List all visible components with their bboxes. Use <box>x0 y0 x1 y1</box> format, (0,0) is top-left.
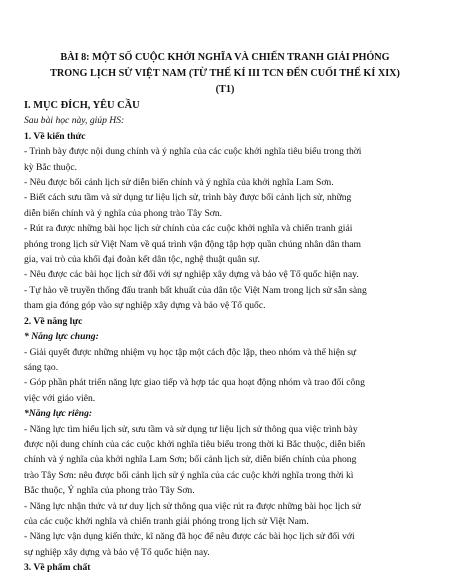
text-line: sáng tạo. <box>24 361 59 373</box>
text-line: trào Tây Sơn: nêu được bối cảnh lịch sử ý nghĩa của các cuộc khởi nghĩa trong thời kì <box>24 469 354 481</box>
text-line: của các cuộc khởi nghĩa và chiến tranh giải phóng trong lịch sử Việt Nam. <box>24 515 309 527</box>
text-line: - Rút ra được những bài học lịch sử chính của các cuộc khởi nghĩa và chiến tranh giải <box>24 223 353 235</box>
text-line: - Giải quyết được những nhiệm vụ học tập một cách độc lập, theo nhóm và thể hiện sự <box>24 346 357 358</box>
subsection-heading: 1. Về kiến thức <box>24 130 86 142</box>
text-line: phóng trong lịch sử Việt Nam về quá trình vận động tập hợp quần chúng nhân dân tham <box>24 238 361 250</box>
section-heading: I. MỤC ĐÍCH, YÊU CẦU <box>24 100 140 111</box>
title-line: (T1) <box>215 84 235 95</box>
text-line: tham gia đóng góp vào sự nghiệp xây dựng và bảo vệ Tổ quốc. <box>24 300 266 312</box>
lesson-title <box>40 50 410 98</box>
text-line: Bắc thuộc, Ý nghĩa của phong trào Tây Sơn. <box>24 485 195 497</box>
knowledge-paragraphs <box>24 144 436 313</box>
text-line: kỳ Bắc thuộc. <box>24 161 78 173</box>
text-line: - Tự hào về truyền thống đấu tranh bất khuất của dân tộc Việt Nam trong lịch sử sẵn sàng <box>24 284 367 296</box>
text-line: chính và ý nghĩa của khởi nghĩa Lam Sơn; bối cảnh lịch sử, diễn biến chính của phong <box>24 454 357 466</box>
text-line: - Năng lực tìm hiểu lịch sử, sưu tầm và sử dụng tư liệu lịch sử thông qua việc trình bày <box>24 423 358 435</box>
document-body <box>24 98 436 576</box>
title-line: BÀI 8: MỘT SỐ CUỘC KHỞI NGHĨA VÀ CHIẾN TRANH GIẢI PHÓNG <box>60 52 390 63</box>
text-line: - Góp phần phát triển năng lực giao tiếp và hợp tác qua hoạt động nhóm và trao đổi công <box>24 377 365 389</box>
text-line: - Năng lực nhận thức và tư duy lịch sử thông qua việc rút ra được những bài học lịch sử <box>24 500 361 512</box>
text-line: - Nêu được bối cảnh lịch sử diễn biến chính và ý nghĩa của khởi nghĩa Lam Sơn. <box>24 177 334 189</box>
text-line: - Nêu được các bài học lịch sử đối với sự nghiệp xây dựng và bảo vệ Tổ quốc hiện nay. <box>24 269 359 281</box>
text-line: việc với giáo viên. <box>24 392 96 404</box>
specific-competence-heading: *Năng lực riêng: <box>24 408 93 420</box>
text-line: diễn biến chính và ý nghĩa của phong trào Tây Sơn. <box>24 207 223 219</box>
text-line: - Năng lực vận dụng kiến thức, kĩ năng đã học để nêu được các bài học lịch sử đối với <box>24 531 355 543</box>
text-line: - Trình bày được nội dung chính và ý nghĩa của các cuộc khởi nghĩa tiêu biểu trong thời <box>24 146 362 158</box>
specific-competence-paragraphs <box>24 422 436 561</box>
title-line: TRONG LỊCH SỬ VIỆT NAM (TỪ THẾ KÍ III TCN ĐẾN CUỐI THẾ KÍ XIX) <box>50 68 400 79</box>
text-line: được nội dung chính của các cuộc khởi nghĩa tiêu biểu trong thời kì Bắc thuộc, diễn biến <box>24 438 366 450</box>
subsection-heading: 3. Về phẩm chất <box>24 562 91 574</box>
text-line: sự nghiệp xây dựng và bảo vệ Tổ quốc hiện nay. <box>24 546 210 558</box>
general-competence-heading: * Năng lực chung: <box>24 331 99 343</box>
text-line: gia, vai trò của khối đại đoàn kết dân tộc, nghệ thuật quân sự. <box>24 254 260 266</box>
general-competence-paragraphs <box>24 345 436 407</box>
intro-text: Sau bài học này, giúp HS: <box>24 115 125 127</box>
text-line: - Biết cách sưu tầm và sử dụng tư liệu lịch sử, trình bày được bối cảnh lịch sử, những <box>24 192 352 204</box>
subsection-heading: 2. Về năng lực <box>24 315 83 327</box>
